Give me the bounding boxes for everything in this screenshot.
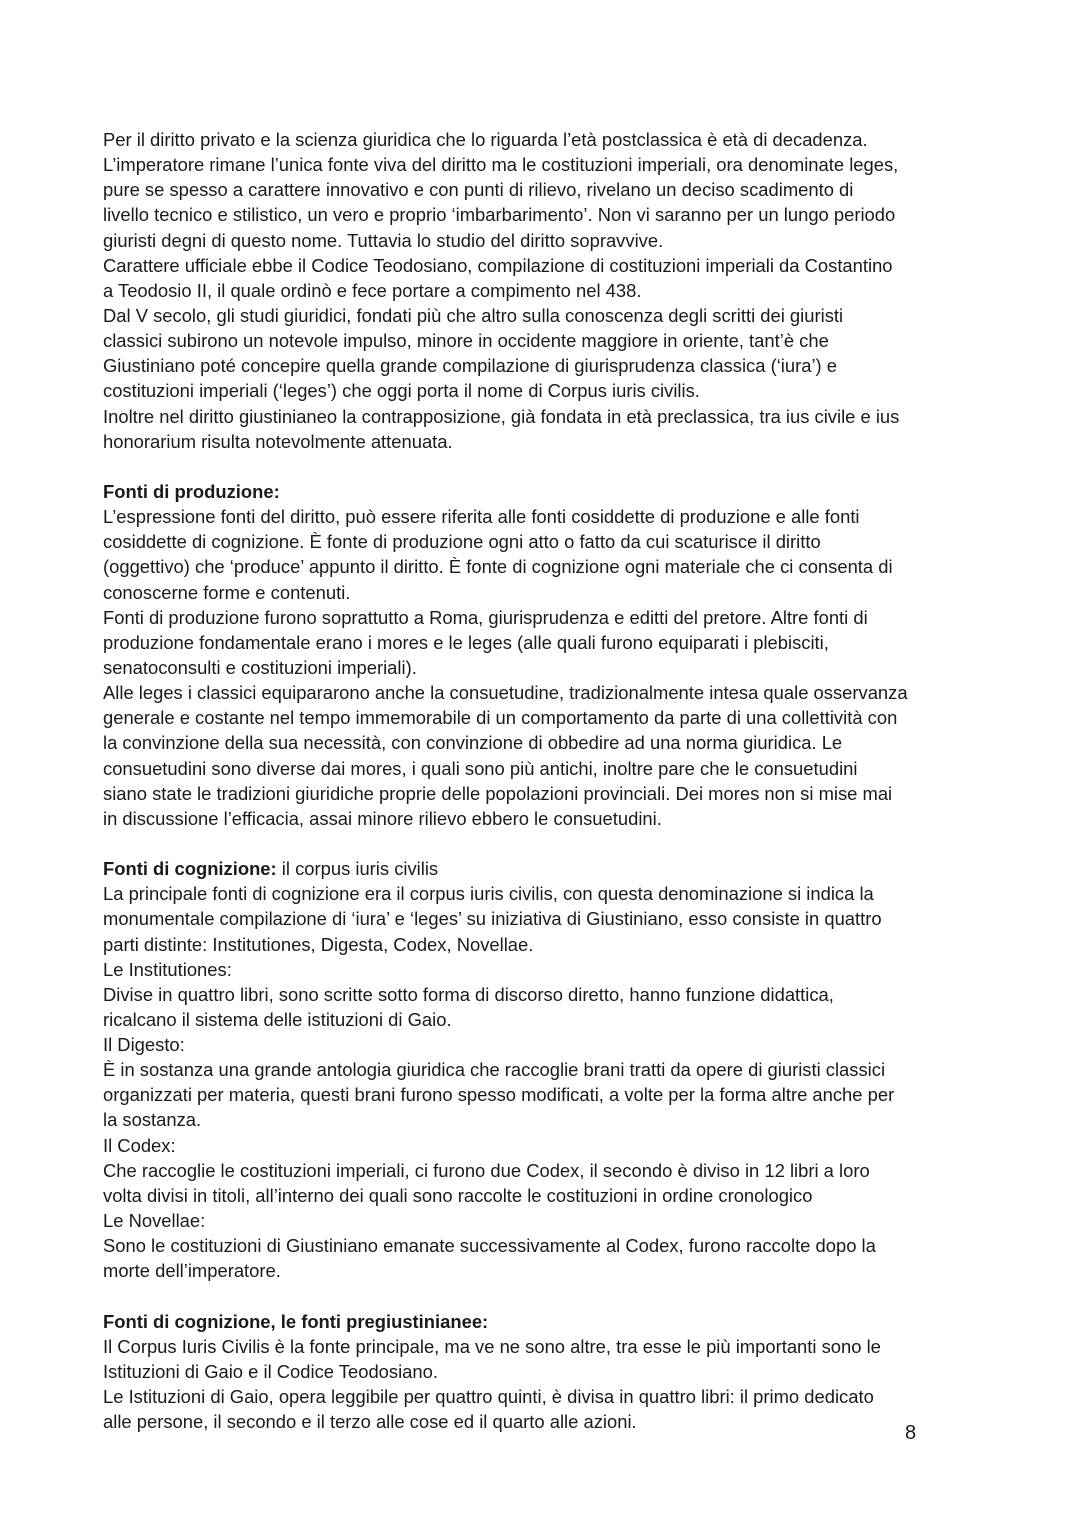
text-line [103,881,1003,906]
line-text: Sono le costituzioni di Giustiniano emanate successivamente al Codex, furono raccolte dopo la [103,1235,876,1257]
text-line [103,1208,1003,1233]
line-text: Fonti di produzione furono soprattutto a Roma, giurisprudenza e editti del pretore. Altre fonti di [103,606,868,628]
line-text: cosiddette di cognizione. È fonte di produzione ogni atto o fatto da cui scaturisce il diritto [103,531,821,553]
line-text: livello tecnico e stilistico, un vero e proprio ‘imbarbarimento’. Non vi saranno per un lungo periodo [103,204,896,226]
document-body [103,127,1003,1434]
text-line [103,630,1003,655]
text-line [103,1133,1003,1158]
line-text: pure se spesso a carattere innovativo e con punti di rilievo, rivelano un deciso scadimento di [103,179,854,201]
line-text: alle persone, il secondo e il terzo alle cose ed il quarto alle azioni. [103,1411,637,1433]
text-line [103,278,1003,303]
text-line [103,1334,1003,1359]
text-line [103,580,1003,605]
page-number: 8 [905,1422,917,1444]
text-line [103,1007,1003,1032]
text-line [103,454,1003,479]
text-line [103,806,1003,831]
line-text: a Teodosio II, il quale ordinò e fece portare a compimento nel 438. [103,279,642,301]
text-line [103,1409,1003,1434]
line-text: honorarium risulta notevolmente attenuata. [103,430,453,452]
text-line [103,202,1003,227]
section-heading-line [103,1309,1003,1334]
text-line [103,906,1003,931]
line-text: parti distinte: Institutiones, Digesta, Codex, Novellae. [103,933,534,955]
text-line [103,1384,1003,1409]
text-line [103,781,1003,806]
line-text: morte dell’imperatore. [103,1260,281,1282]
line-text: consuetudini sono diverse dai mores, i quali sono più antichi, inoltre pare che le consuetudini [103,757,858,779]
text-line [103,730,1003,755]
line-text: Il Corpus Iuris Civilis è la fonte principale, ma ve ne sono altre, tra esse le più importanti sono le [103,1335,881,1357]
line-text: Carattere ufficiale ebbe il Codice Teodosiano, compilazione di costituzioni imperiali da Costantino [103,254,893,276]
line-text: Divise in quattro libri, sono scritte sotto forma di discorso diretto, hanno funzione didattica, [103,983,834,1005]
text-line [103,957,1003,982]
line-text: L’espressione fonti del diritto, può essere riferita alle fonti cosiddette di produzione e alle fonti [103,506,860,528]
text-line [103,1233,1003,1258]
line-text: La principale fonti di cognizione era il corpus iuris civilis, con questa denominazione si indica la [103,883,874,905]
text-line [103,655,1003,680]
section-heading: Fonti di cognizione: [103,858,277,880]
text-line [103,152,1003,177]
line-text: ricalcano il sistema delle istituzioni di Gaio. [103,1008,452,1030]
line-text: la convinzione della sua necessità, con convinzione di obbedire ad una norma giuridica. Le [103,732,843,754]
section-heading: Fonti di cognizione, le fonti pregiustinianee: [103,1310,489,1332]
text-line [103,1057,1003,1082]
section-heading: Fonti di produzione: [103,480,280,502]
line-text: (oggettivo) che ‘produce’ appunto il diritto. È fonte di cognizione ogni materiale che ci consenta di [103,556,893,578]
text-line [103,605,1003,630]
line-text: Alle leges i classici equipararono anche la consuetudine, tradizionalmente intesa quale osservanza [103,682,908,704]
line-text: in discussione l’efficacia, assai minore rilievo ebbero le consuetudini. [103,807,662,829]
text-line [103,529,1003,554]
line-text: Il Digesto: [103,1034,185,1056]
text-line [103,1082,1003,1107]
line-text: Le Istituzioni di Gaio, opera leggibile per quattro quinti, è divisa in quattro libri: il primo dedicato [103,1386,874,1408]
line-text: Le Novellae: [103,1210,206,1232]
text-line [103,429,1003,454]
text-line [103,932,1003,957]
line-text: monumentale compilazione di ‘iura’ e ‘leges’ su iniziativa di Giustiniano, esso consiste in quattro [103,908,882,930]
text-line [103,831,1003,856]
text-line [103,127,1003,152]
line-text: Dal V secolo, gli studi giuridici, fondati più che altro sulla conoscenza degli scritti dei giuristi [103,304,844,326]
line-text: L’imperatore rimane l’unica fonte viva del diritto ma le costituzioni imperiali, ora denominate leges, [103,154,899,176]
line-text: classici subirono un notevole impulso, minore in occidente maggiore in oriente, tant’è che [103,330,829,352]
line-text: Inoltre nel diritto giustinianeo la contrapposizione, già fondata in età preclassica, tra ius civile e ius [103,405,900,427]
text-line [103,705,1003,730]
text-line [103,1359,1003,1384]
text-line [103,253,1003,278]
text-line [103,1183,1003,1208]
line-text: il corpus iuris civilis [276,858,439,880]
line-text: Per il diritto privato e la scienza giuridica che lo riguarda l’età postclassica è età di decadenza. [103,129,868,150]
line-text: volta divisi in titoli, all’interno dei quali sono raccolte le costituzioni in ordine cronologico [103,1184,813,1206]
line-text: Il Codex: [103,1134,176,1156]
line-text: Istituzioni di Gaio e il Codice Teodosiano. [103,1360,438,1382]
text-line [103,303,1003,328]
text-line [103,1283,1003,1308]
line-text: Che raccoglie le costituzioni imperiali, ci furono due Codex, il secondo è diviso in 12 libri a loro [103,1159,870,1181]
line-text: siano state le tradizioni giuridiche proprie delle popolazioni provinciali. Dei mores non si mise mai [103,782,893,804]
line-text: organizzati per materia, questi brani furono spesso modificati, a volte per la forma altre anche per [103,1084,895,1106]
text-line [103,1158,1003,1183]
text-line [103,353,1003,378]
text-line [103,680,1003,705]
section-heading-line [103,856,1003,881]
line-text: la sostanza. [103,1109,202,1131]
text-line [103,1032,1003,1057]
line-text: È in sostanza una grande antologia giuridica che raccoglie brani tratti da opere di giuristi classici [103,1059,886,1081]
text-line [103,1107,1003,1132]
text-line [103,328,1003,353]
text-line [103,982,1003,1007]
line-text: produzione fondamentale erano i mores e le leges (alle quali furono equiparati i plebisciti, [103,631,829,653]
line-text: Le Institutiones: [103,958,232,980]
line-text: senatoconsulti e costituzioni imperiali). [103,656,417,678]
line-text: conoscerne forme e contenuti. [103,581,351,603]
line-text: giuristi degni di questo nome. Tuttavia lo studio del diritto sopravvive. [103,229,664,251]
line-text: Giustiniano poté concepire quella grande compilazione di giurisprudenza classica (‘iura’) e [103,355,837,377]
text-line [103,554,1003,579]
line-text: costituzioni imperiali (‘leges’) che oggi porta il nome di Corpus iuris civilis. [103,380,700,402]
text-line [103,404,1003,429]
section-heading-line [103,479,1003,504]
text-line [103,228,1003,253]
text-line [103,504,1003,529]
text-line [103,1258,1003,1283]
line-text: generale e costante nel tempo immemorabile di un comportamento da parte di una collettività con [103,707,898,729]
text-line [103,756,1003,781]
text-line [103,177,1003,202]
text-line [103,378,1003,403]
